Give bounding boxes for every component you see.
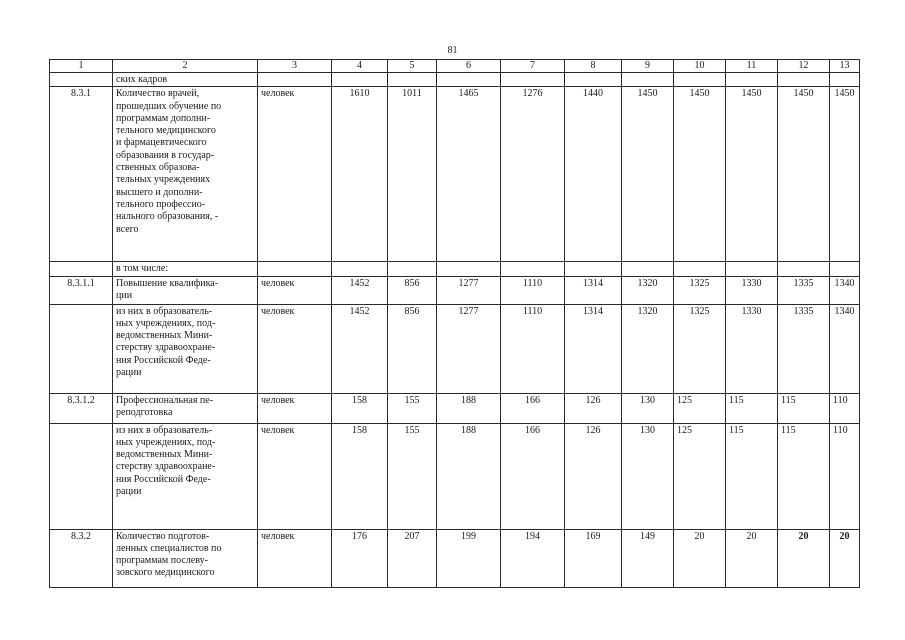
value-cell: 1277 <box>437 276 501 304</box>
row-unit: человек <box>258 276 332 304</box>
name-line: рации <box>116 486 142 498</box>
value-cell: 207 <box>388 529 437 587</box>
name-line: программам послеву- <box>116 555 208 567</box>
value-cell: 1330 <box>726 276 778 304</box>
value-cell: 856 <box>388 304 437 393</box>
value-cell: 126 <box>565 393 622 423</box>
row-unit: человек <box>258 87 332 262</box>
row-name <box>113 87 258 262</box>
value-cell: 1325 <box>674 304 726 393</box>
row-name <box>113 276 258 304</box>
table-row <box>50 393 860 423</box>
name-line: прошедших обучение по <box>116 100 222 112</box>
value-cell: 1450 <box>674 87 726 262</box>
name-line: из них в образователь- <box>116 424 213 436</box>
statistics-table <box>49 59 860 588</box>
value-cell: 125 <box>674 393 726 423</box>
column-number: 8 <box>565 60 622 73</box>
value-cell: 1011 <box>388 87 437 262</box>
row-code: 8.3.1 <box>50 87 113 262</box>
column-number: 12 <box>778 60 830 73</box>
value-cell: 155 <box>388 393 437 423</box>
value-cell: 1320 <box>622 304 674 393</box>
table-row <box>50 73 860 87</box>
name-line: образования в государ- <box>116 149 215 161</box>
value-cell: 1325 <box>674 276 726 304</box>
value-cell: 1335 <box>778 276 830 304</box>
value-cell: 169 <box>565 529 622 587</box>
column-number: 10 <box>674 60 726 73</box>
row-name <box>113 423 258 529</box>
row-unit: человек <box>258 529 332 587</box>
name-line: из них в образователь- <box>116 305 213 317</box>
value-cell: 1610 <box>332 87 388 262</box>
value-cell: 115 <box>726 423 778 529</box>
row-name <box>113 262 258 276</box>
name-line: ленных специалистов по <box>116 542 222 554</box>
value-cell: 115 <box>778 393 830 423</box>
name-line: программам дополни- <box>116 112 211 124</box>
column-number: 3 <box>258 60 332 73</box>
value-cell: 149 <box>622 529 674 587</box>
value-cell: 1450 <box>778 87 830 262</box>
row-code <box>50 73 113 87</box>
name-line: и фармацевтического <box>116 137 207 149</box>
row-name <box>113 529 258 587</box>
value-cell: 155 <box>388 423 437 529</box>
table-row <box>50 529 860 587</box>
value-cell: 1110 <box>501 304 565 393</box>
name-line: реподготовка <box>116 406 173 418</box>
column-number: 5 <box>388 60 437 73</box>
value-cell: 110 <box>830 423 860 529</box>
value-cell: 166 <box>501 393 565 423</box>
value-cell: 1335 <box>778 304 830 393</box>
table-row <box>50 262 860 276</box>
name-line: рации <box>116 367 142 379</box>
name-line: ведомственных Мини- <box>116 449 213 461</box>
name-line: нального образования, - <box>116 211 219 223</box>
value-cell: 115 <box>778 423 830 529</box>
value-cell: 115 <box>726 393 778 423</box>
row-name <box>113 73 258 87</box>
table-row <box>50 304 860 393</box>
name-line: всего <box>116 223 139 235</box>
name-line: зовского медицинского <box>116 567 215 579</box>
name-line: ния Российской Феде- <box>116 354 211 366</box>
row-unit <box>258 73 332 87</box>
name-line: ственных образова- <box>116 162 200 174</box>
value-cell: 1340 <box>830 276 860 304</box>
row-code: 8.3.1.2 <box>50 393 113 423</box>
row-unit: человек <box>258 393 332 423</box>
page-number: 81 <box>447 45 458 56</box>
value-cell: 1320 <box>622 276 674 304</box>
value-cell: 1450 <box>830 87 860 262</box>
row-code: 8.3.1.1 <box>50 276 113 304</box>
name-line: ведомственных Мини- <box>116 330 213 342</box>
name-line: Повышение квалифика- <box>116 277 219 289</box>
row-name <box>113 304 258 393</box>
value-cell: 20 <box>726 529 778 587</box>
row-unit <box>258 262 332 276</box>
value-cell: 194 <box>501 529 565 587</box>
name-line: тельного профессио- <box>116 198 206 210</box>
row-code: 8.3.2 <box>50 529 113 587</box>
table-row <box>50 423 860 529</box>
row-code <box>50 423 113 529</box>
name-line: ных учреждениях, под- <box>116 436 216 448</box>
value-cell: 1340 <box>830 304 860 393</box>
value-cell: 1314 <box>565 304 622 393</box>
name-line: Количество подготов- <box>116 530 210 542</box>
name-line: тельного медицинского <box>116 125 216 137</box>
name-line: Профессиональная пе- <box>116 394 214 406</box>
value-cell: 126 <box>565 423 622 529</box>
row-code <box>50 304 113 393</box>
name-line: высшего и дополни- <box>116 186 203 198</box>
column-number: 13 <box>830 60 860 73</box>
table-row <box>50 87 860 262</box>
value-cell: 1452 <box>332 304 388 393</box>
column-number: 4 <box>332 60 388 73</box>
value-cell: 199 <box>437 529 501 587</box>
name-line: ции <box>116 289 133 301</box>
name-line: ских кадров <box>116 74 168 85</box>
value-cell: 20 <box>830 529 860 587</box>
value-cell: 176 <box>332 529 388 587</box>
value-cell: 20 <box>674 529 726 587</box>
value-cell: 188 <box>437 423 501 529</box>
value-cell: 1276 <box>501 87 565 262</box>
value-cell: 1314 <box>565 276 622 304</box>
value-cell: 1440 <box>565 87 622 262</box>
row-code <box>50 262 113 276</box>
column-number: 2 <box>113 60 258 73</box>
row-name <box>113 393 258 423</box>
table-row <box>50 276 860 304</box>
value-cell: 166 <box>501 423 565 529</box>
value-cell: 1277 <box>437 304 501 393</box>
value-cell: 158 <box>332 393 388 423</box>
name-line: Количество врачей, <box>116 88 200 100</box>
value-cell: 1452 <box>332 276 388 304</box>
name-line: стерству здравоохране- <box>116 461 216 473</box>
value-cell: 1450 <box>622 87 674 262</box>
value-cell: 125 <box>674 423 726 529</box>
name-line: в том числе: <box>116 263 169 275</box>
value-cell: 1450 <box>726 87 778 262</box>
value-cell: 1330 <box>726 304 778 393</box>
value-cell: 20 <box>778 529 830 587</box>
column-number: 1 <box>50 60 113 73</box>
column-number: 11 <box>726 60 778 73</box>
name-line: стерству здравоохране- <box>116 342 216 354</box>
value-cell: 130 <box>622 423 674 529</box>
name-line: ных учреждениях, под- <box>116 317 216 329</box>
row-unit: человек <box>258 423 332 529</box>
value-cell: 188 <box>437 393 501 423</box>
column-number: 7 <box>501 60 565 73</box>
value-cell: 856 <box>388 276 437 304</box>
value-cell: 110 <box>830 393 860 423</box>
value-cell: 130 <box>622 393 674 423</box>
column-number: 6 <box>437 60 501 73</box>
column-number: 9 <box>622 60 674 73</box>
row-unit: человек <box>258 304 332 393</box>
value-cell: 1110 <box>501 276 565 304</box>
value-cell: 1465 <box>437 87 501 262</box>
value-cell: 158 <box>332 423 388 529</box>
name-line: тельных учреждениях <box>116 174 211 186</box>
name-line: ния Российской Феде- <box>116 473 211 485</box>
column-number-row <box>50 60 860 73</box>
